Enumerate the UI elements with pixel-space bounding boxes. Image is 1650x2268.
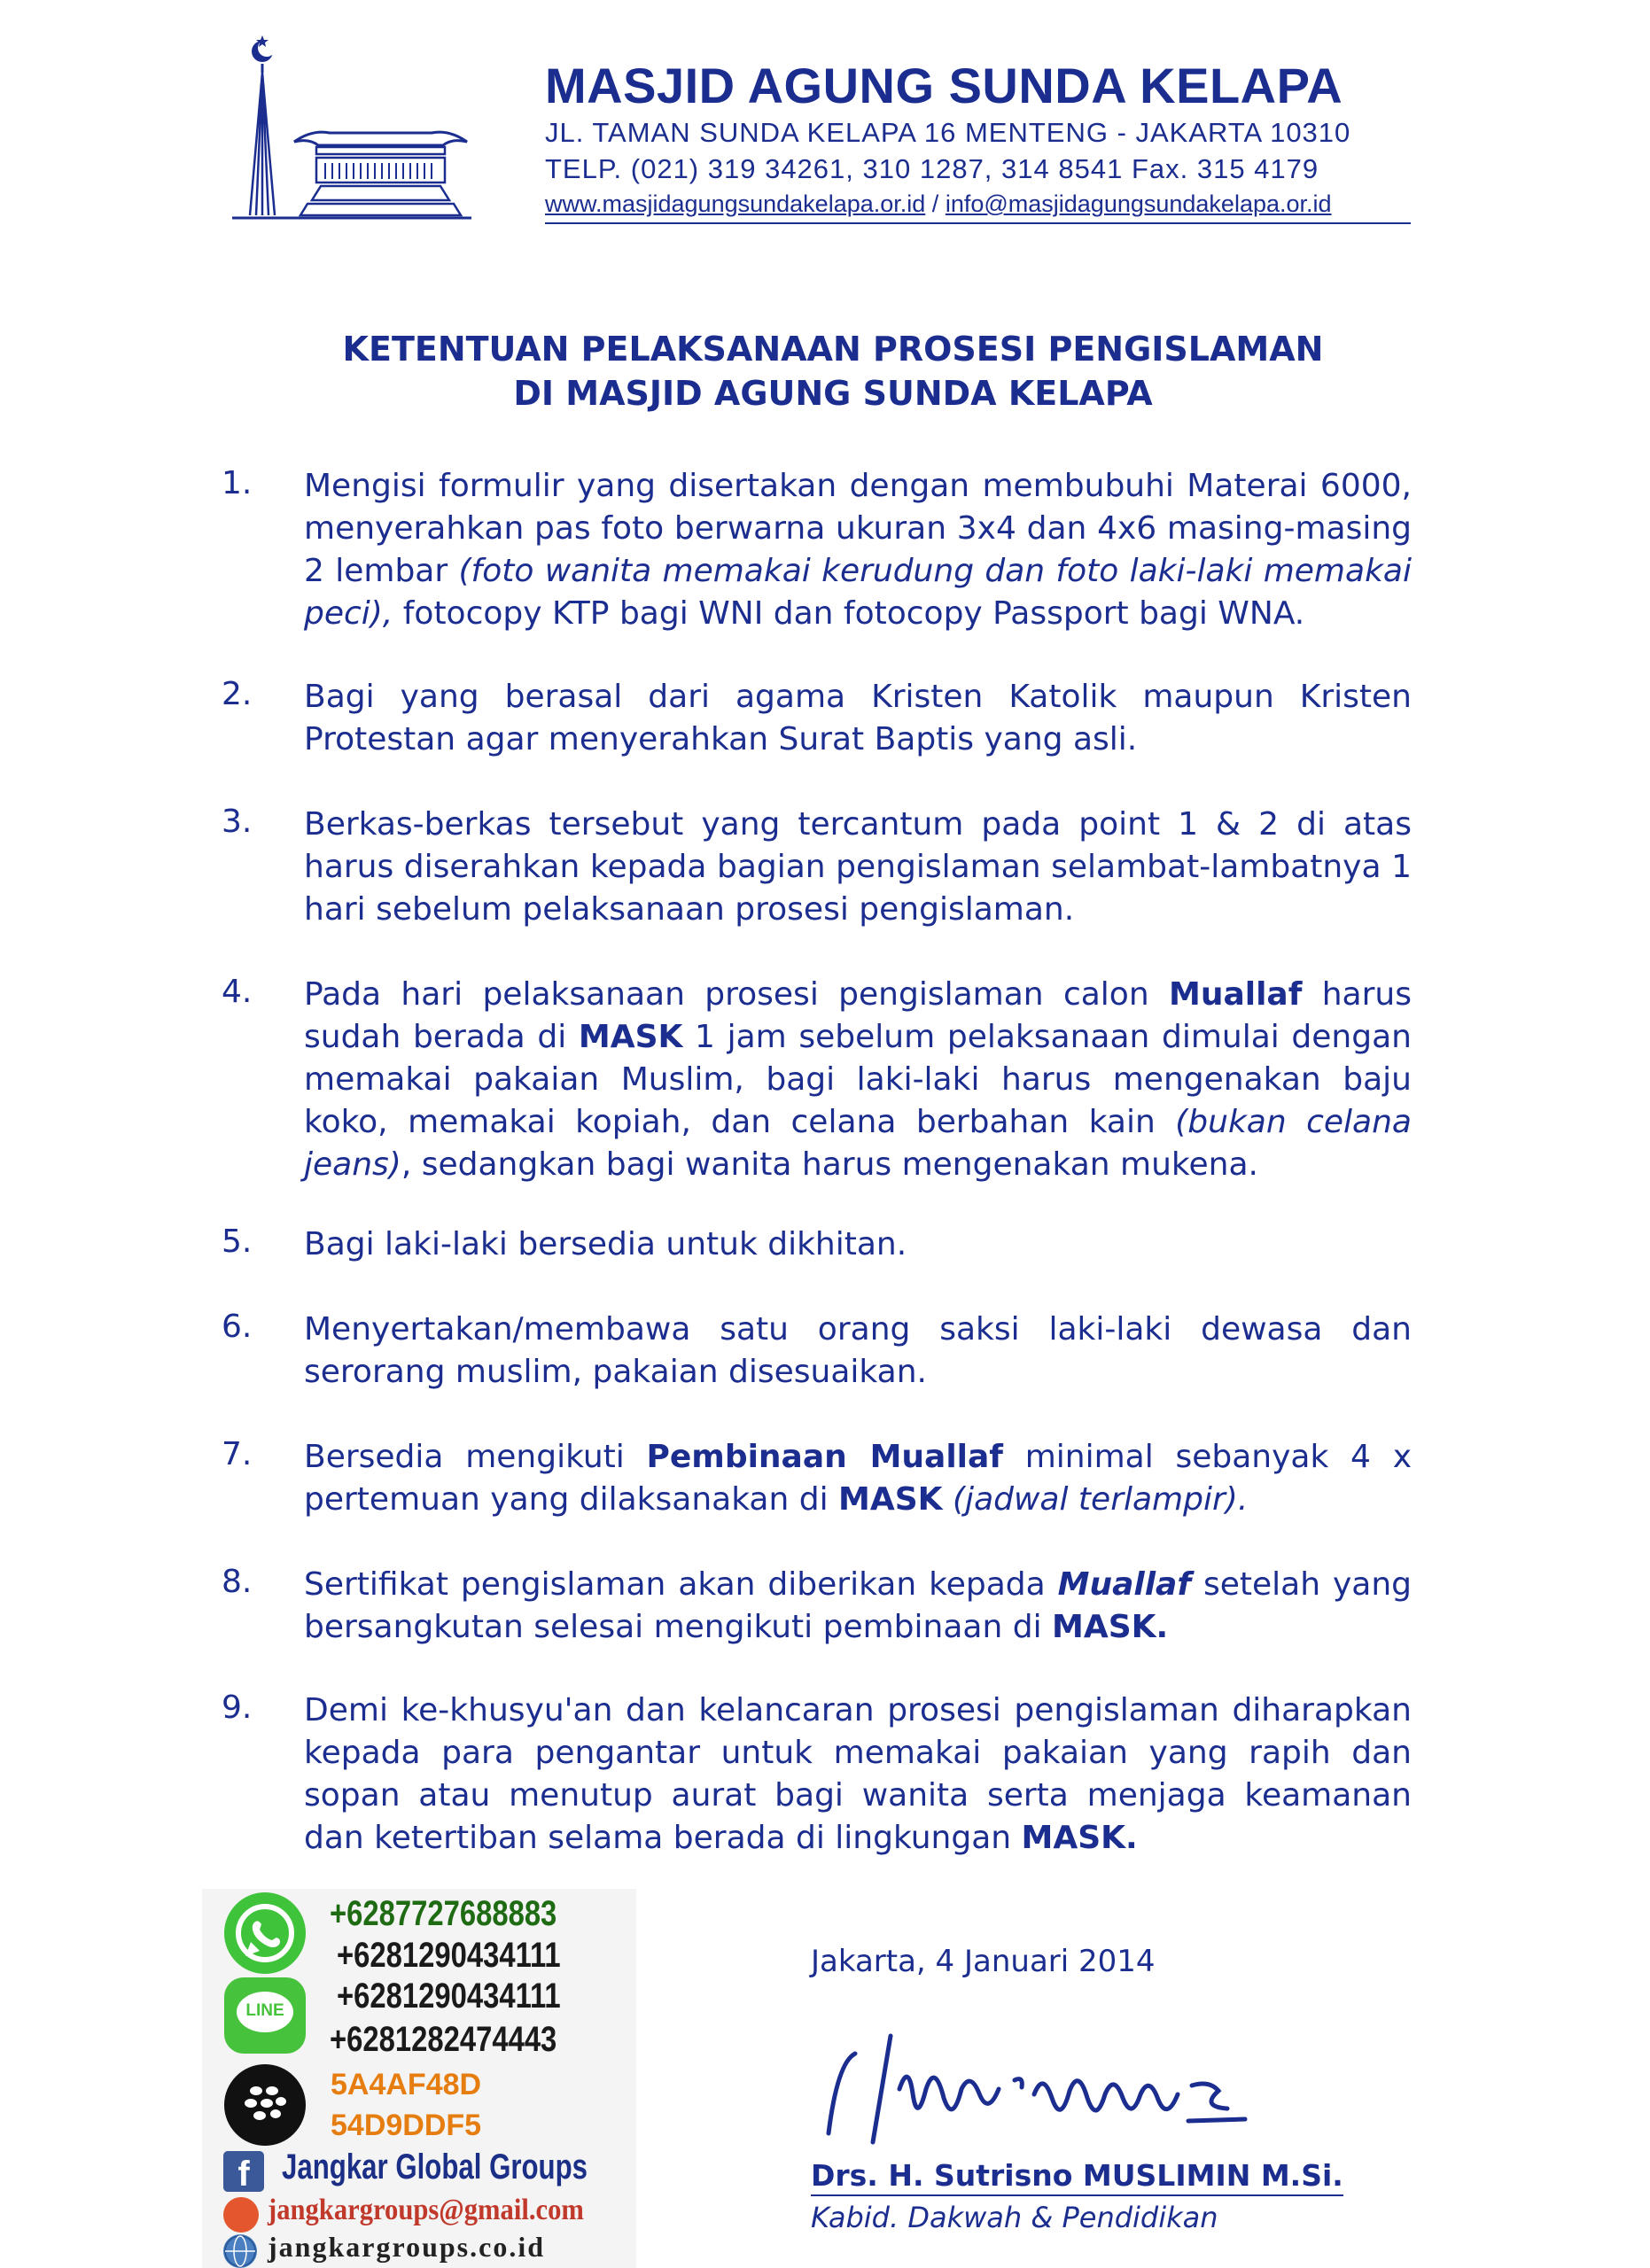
item-text-segment: , sedangkan bagi wanita harus mengenakan mukena. [401, 1146, 1258, 1183]
document-title-line-1: KETENTUAN PELAKSANAAN PROSESI PENGISLAMAN [342, 330, 1324, 369]
item-text-segment: (bukan celana jeans) [304, 1104, 1412, 1183]
item-text-segment: Pembinaan Muallaf [646, 1439, 1003, 1475]
item-text [304, 465, 1412, 635]
blackberry-messenger-icon[interactable] [224, 2064, 306, 2146]
item-text-segment: Bagi laki-laki bersedia untuk dikhitan. [304, 1226, 907, 1262]
item-number: 9. [222, 1689, 253, 1726]
line-icon-label: LINE [245, 2001, 284, 2020]
document-title-line-2: DI MASJID AGUNG SUNDA KELAPA [513, 374, 1153, 413]
item-text [304, 1436, 1412, 1521]
whatsapp-number-2: +6281290434111 [337, 1936, 561, 1975]
bbm-pin-2: 54D9DDF5 [331, 2109, 482, 2142]
bbm-pin-1: 5A4AF48D [331, 2068, 482, 2101]
item-text-segment: MASK [578, 1019, 683, 1055]
email-link[interactable]: info@masjidagungsundakelapa.or.id [945, 190, 1332, 217]
line-number-2: +6281282474443 [330, 2020, 557, 2059]
item-text-segment: Mengisi formulir yang disertakan dengan membubuhi Materai 6000, menyerahkan pas foto berwarna ukuran 3x4 dan 4x6 masing-masing 2 lembar [304, 468, 1412, 589]
line-number-1: +6281290434111 [337, 1977, 561, 2016]
place-and-date: Jakarta, 4 Januari 2014 [811, 1944, 1156, 1979]
contact-email[interactable]: jangkargroups@gmail.com [268, 2194, 584, 2226]
contact-website[interactable]: jangkargroups.co.id [268, 2231, 546, 2263]
organization-phone: TELP. (021) 319 34261, 310 1287, 314 8541 Fax. 315 4179 [545, 153, 1319, 184]
item-text-segment: Berkas-berkas tersebut yang tercantum pada point 1 & 2 di atas harus diserahkan kepada bagian pengislaman selambat-lambatnya 1 hari sebelum pelaksanaan prosesi pengislaman. [304, 806, 1412, 928]
facebook-page[interactable]: Jangkar Global Groups [282, 2148, 588, 2186]
item-text [304, 676, 1412, 761]
item-text-segment: (jadwal terlampir). [953, 1481, 1249, 1518]
item-text [304, 804, 1412, 931]
item-number: 5. [222, 1223, 253, 1260]
header-divider [545, 222, 1411, 224]
website-link[interactable]: www.masjidagungsundakelapa.or.id [545, 190, 926, 217]
email-icon[interactable] [223, 2197, 259, 2233]
item-text-segment: 1 jam sebelum pelaksanaan dimulai dengan memakai pakaian Muslim, bagi laki-laki harus mengenakan baju koko, memakai kopiah, dan celana berbahan kain [304, 1019, 1412, 1140]
whatsapp-icon[interactable] [224, 1892, 306, 1974]
item-text [304, 1223, 1412, 1266]
item-text-segment: Demi ke-khusyu'an dan kelancaran prosesi pengislaman diharapkan kepada para pengantar untuk memakai pakaian yang rapih dan sopan atau menutup aurat bagi wanita serta menjaga keamanan dan ketertiban selama berada di lingkungan [304, 1692, 1412, 1856]
item-text-segment: Pada hari pelaksanaan prosesi pengislaman calon [304, 976, 1169, 1013]
item-text-segment: harus sudah berada di [304, 976, 1412, 1055]
item-number: 8. [222, 1564, 253, 1600]
handwritten-signature [802, 2009, 1334, 2160]
item-number: 7. [222, 1436, 253, 1472]
mosque-logo [223, 34, 480, 224]
whatsapp-number-1: +6287727688883 [330, 1894, 557, 1933]
globe-icon[interactable] [223, 2234, 257, 2268]
line-icon[interactable] [224, 1977, 306, 2054]
organization-address: JL. TAMAN SUNDA KELAPA 16 MENTENG - JAKARTA 10310 [545, 117, 1351, 148]
item-number: 3. [222, 804, 253, 840]
item-text-segment: Sertifikat pengislaman akan diberikan kepada [304, 1566, 1058, 1603]
item-text-segment: MASK. [1021, 1820, 1138, 1856]
item-text-segment: fotocopy KTP bagi WNI dan fotocopy Passport bagi WNA. [393, 595, 1305, 632]
item-text-segment: MASK [838, 1481, 943, 1518]
organization-name: MASJID AGUNG SUNDA KELAPA [545, 58, 1343, 113]
item-number: 6. [222, 1309, 253, 1345]
item-text-segment: Menyertakan/membawa satu orang saksi laki-laki dewasa dan serorang muslim, pakaian disesuaikan. [304, 1311, 1412, 1390]
item-text-segment: Bagi yang berasal dari agama Kristen Katolik maupun Kristen Protestan agar menyerahkan Surat Baptis yang asli. [304, 679, 1412, 757]
item-text [304, 1564, 1412, 1649]
item-text-segment: Muallaf [1169, 976, 1303, 1013]
item-number: 4. [222, 974, 253, 1010]
item-text-segment [943, 1481, 953, 1518]
item-text-segment: Muallaf [1057, 1566, 1192, 1603]
link-separator: / [931, 190, 939, 217]
item-text-segment: Bersedia mengikuti [304, 1439, 647, 1475]
item-text-segment: (foto wanita memakai kerudung dan foto laki-laki memakai peci), [304, 553, 1412, 632]
item-number: 2. [222, 676, 253, 712]
header-links [545, 190, 1332, 218]
item-text [304, 1689, 1412, 1860]
item-text-segment: setelah yang bersangkutan selesai mengikuti pembinaan di [304, 1566, 1413, 1645]
signer-position: Kabid. Dakwah & Pendidikan [811, 2201, 1218, 2234]
item-text [304, 1309, 1412, 1394]
item-text [304, 974, 1412, 1186]
item-text-segment: MASK. [1052, 1609, 1169, 1645]
facebook-icon[interactable]: f [223, 2151, 264, 2192]
signer-name: Drs. H. Sutrisno MUSLIMIN M.Si. [811, 2158, 1343, 2196]
item-number: 1. [222, 465, 253, 501]
item-text-segment: minimal sebanyak 4 x pertemuan yang dilaksanakan di [304, 1439, 1412, 1518]
